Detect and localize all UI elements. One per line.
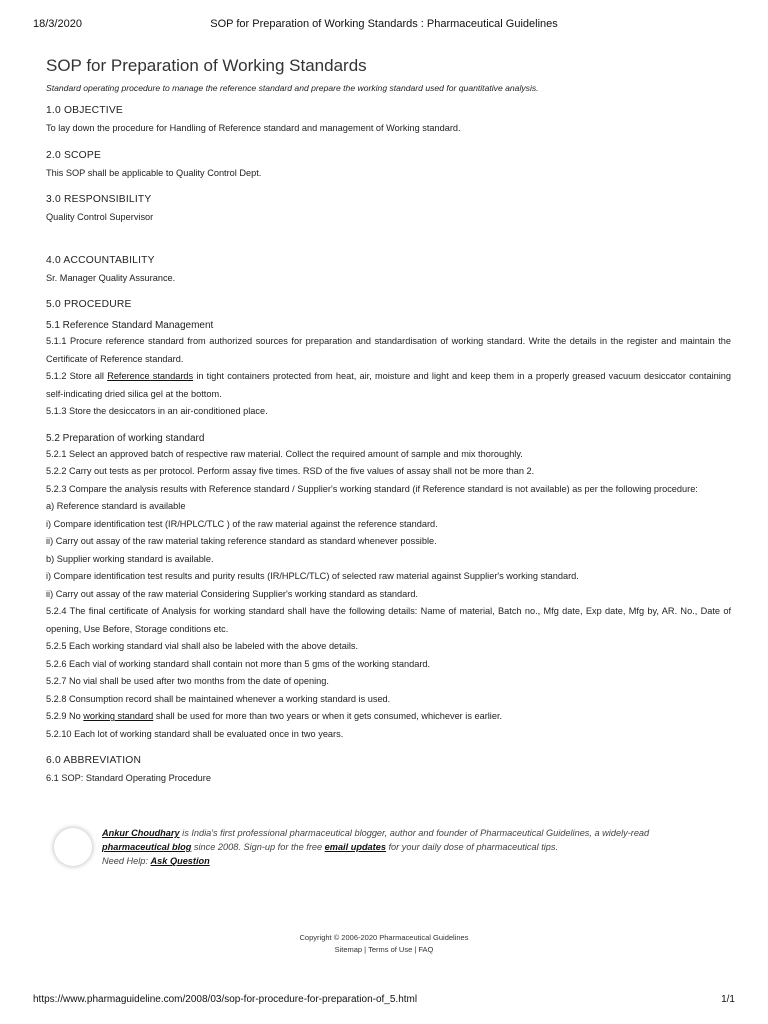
procedure-step: 5.1.3 Store the desiccators in an air-conditioned place. xyxy=(46,406,268,416)
faq-link[interactable]: FAQ xyxy=(418,945,434,954)
procedure-step: i) Compare identification test results and purity results (IR/HPLC/TLC) of selected raw material against Supplier's working standard. xyxy=(46,571,579,581)
page-title: SOP for Preparation of Working Standards xyxy=(46,56,367,75)
print-title: SOP for Preparation of Working Standards : Pharmaceutical Guidelines xyxy=(210,18,558,30)
abbreviation-heading: 6.0 ABBREVIATION xyxy=(46,755,142,766)
abbreviation-text: 6.1 SOP: Standard Operating Procedure xyxy=(46,773,211,783)
procedure-heading: 5.0 PROCEDURE xyxy=(46,299,132,310)
author-name-link[interactable]: Ankur Choudhary xyxy=(102,828,180,838)
reference-standard-heading: 5.1 Reference Standard Management xyxy=(46,320,214,331)
objective-heading: 1.0 OBJECTIVE xyxy=(46,105,123,116)
objective-text: To lay down the procedure for Handling of Reference standard and management of Working standard. xyxy=(46,123,461,133)
procedure-step: 5.2.2 Carry out tests as per protocol. Perform assay five times. RSD of the five values of assay shall not be more than 2. xyxy=(46,466,535,476)
procedure-step: ii) Carry out assay of the raw material taking reference standard as standard whenever possible. xyxy=(46,536,437,546)
terms-link[interactable]: Terms of Use xyxy=(368,945,413,954)
author-box xyxy=(54,826,714,868)
responsibility-text: Quality Control Supervisor xyxy=(46,212,154,222)
article-subtitle: Standard operating procedure to manage the reference standard and prepare the working standard used for quantitative analysis. xyxy=(46,83,539,93)
working-standard-heading: 5.2 Preparation of working standard xyxy=(46,432,205,444)
step-text: shall be used for more than two years or when it gets consumed, whichever is earlier. xyxy=(153,711,503,721)
procedure-step: 5.2.3 Compare the analysis results with Reference standard / Supplier's working standard (if Reference standard is not available) as per the following procedure: xyxy=(46,483,698,494)
procedure-step: 5.2.7 No vial shall be used after two months from the date of opening. xyxy=(46,676,329,686)
procedure-step: b) Supplier working standard is available. xyxy=(46,553,214,564)
step-text: 5.2.9 No xyxy=(46,711,84,721)
procedure-step: 5.2.6 Each vial of working standard shall contain not more than 5 gms of the working standard. xyxy=(46,658,431,669)
scope-heading: 2.0 SCOPE xyxy=(46,149,102,161)
procedure-step: 5.2.1 Select an approved batch of respective raw material. Collect the required amount of sample and mix thoroughly. xyxy=(46,448,523,459)
reference-standards-link[interactable]: Reference standards xyxy=(107,371,194,381)
separator: | xyxy=(362,945,369,954)
separator: | xyxy=(412,945,419,954)
bio-text: is India's first professional pharmaceutical blogger, author and founder of Pharmaceutical Guidelines, a widely-read xyxy=(179,828,650,838)
procedure-step: i) Compare identification test (IR/HPLC/TLC ) of the raw material against the reference standard. xyxy=(46,518,438,529)
help-label: Need Help: xyxy=(102,856,151,866)
procedure-step xyxy=(46,368,731,403)
procedure-step: 5.1.1 Procure reference standard from authorized sources for preparation and standardisation of working standard. Write the details in the register and maintain the Certificate of Reference standard. xyxy=(46,336,731,364)
procedure-step: 5.2.8 Consumption record shall be maintained whenever a working standard is used. xyxy=(46,693,391,704)
accountability-heading: 4.0 ACCOUNTABILITY xyxy=(46,254,155,266)
step-text: in tight containers protected from heat, air, moisture and light and keep them in a properly greased vacuum desiccator containing self-indicating dried silica gel at the bottom. xyxy=(46,371,731,399)
procedure-step: 5.2.4 The final certificate of Analysis for working standard shall have the following details: Name of material, Batch no., Mfg date, Exp date, Mfg by, AR. No., Date of opening, Use Before, Storage conditions etc. xyxy=(46,606,731,634)
email-updates-link[interactable]: email updates xyxy=(324,842,386,852)
footer-links xyxy=(0,944,768,956)
scope-text: This SOP shall be applicable to Quality Control Dept. xyxy=(46,167,262,178)
working-standard-link[interactable]: working standard xyxy=(83,711,154,721)
avatar xyxy=(54,828,92,866)
site-footer xyxy=(0,932,768,956)
copyright-text: Copyright © 2006-2020 Pharmaceutical Guidelines xyxy=(299,933,469,942)
procedure-step xyxy=(46,708,731,726)
print-date: 18/3/2020 xyxy=(33,18,82,30)
bio-text: since 2008. Sign-up for the free xyxy=(191,842,325,852)
article xyxy=(46,56,731,788)
procedure-step: 5.2.10 Each lot of working standard shall be evaluated once in two years. xyxy=(46,728,344,739)
author-bio xyxy=(102,826,714,868)
bio-text: for your daily dose of pharmaceutical tips. xyxy=(385,842,559,852)
step-text: 5.1.2 Store all xyxy=(46,371,108,381)
blog-link[interactable]: pharmaceutical blog xyxy=(102,842,192,852)
ask-question-link[interactable]: Ask Question xyxy=(150,856,210,866)
procedure-step: 5.2.5 Each working standard vial shall also be labeled with the above details. xyxy=(46,641,359,651)
accountability-text: Sr. Manager Quality Assurance. xyxy=(46,272,176,283)
responsibility-heading: 3.0 RESPONSIBILITY xyxy=(46,194,152,205)
sitemap-link[interactable]: Sitemap xyxy=(334,945,363,954)
procedure-step: ii) Carry out assay of the raw material Considering Supplier's working standard as standard. xyxy=(46,588,418,599)
page-url: https://www.pharmaguideline.com/2008/03/sop-for-procedure-for-preparation-of_5.html xyxy=(33,994,418,1005)
procedure-step: a) Reference standard is available xyxy=(46,501,186,511)
page-number: 1/1 xyxy=(721,994,735,1005)
